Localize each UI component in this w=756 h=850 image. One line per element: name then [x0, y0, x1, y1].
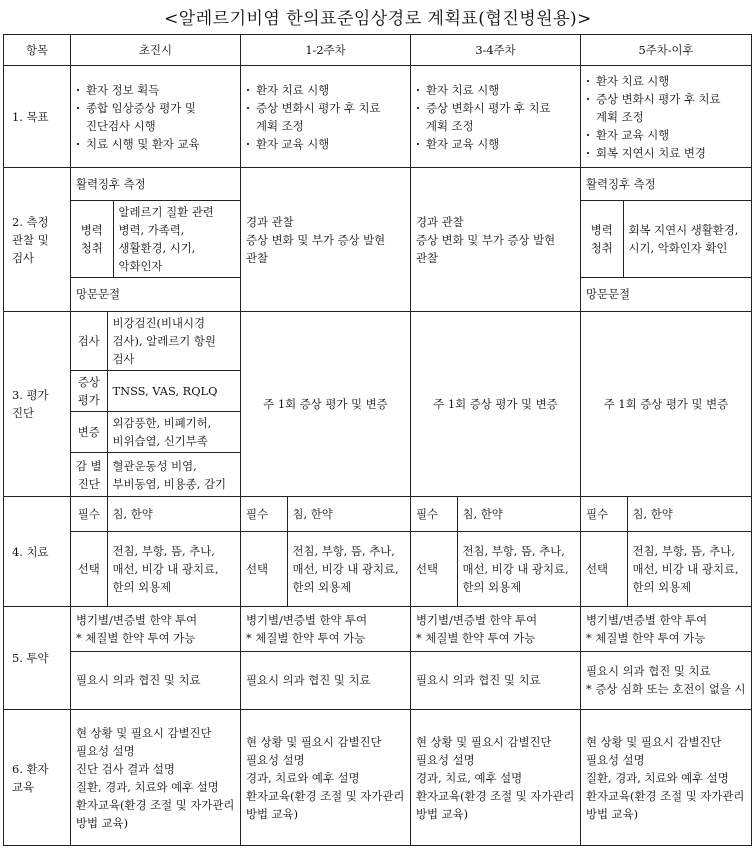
required-text: 침, 한약	[627, 497, 751, 531]
assess-label: 3. 평가 진단	[4, 312, 71, 497]
consult-text: 필요시 의과 협진 및 치료	[586, 664, 711, 679]
list-item: · 종합 임상증상 평가 및 진단검사 시행	[76, 99, 235, 135]
ddx-text: 혈관운동성 비염, 부비동염, 비용종, 감기	[107, 453, 240, 497]
weekly-eval-col2: 주 1회 증상 평가 및 변증	[241, 312, 411, 497]
education-line: 경과, 치료, 예후 설명	[416, 770, 523, 785]
medication-label: 5. 투약	[4, 607, 71, 710]
education-line: 환자교육(환경 조절 및 자가관리 방법 교육)	[416, 788, 575, 821]
inspection-text: 망문문절	[71, 277, 240, 311]
required-label: 필수	[411, 497, 457, 531]
symptom-change-text: 증상 변화 및 부가 증상 발현 관찰	[416, 232, 556, 265]
constitution-note: * 체질별 한약 투여 가능	[416, 630, 536, 645]
required-text: 침, 한약	[107, 497, 240, 531]
education-line: 경과, 치료와 예후 설명	[246, 770, 360, 785]
consult-condition-note: * 증상 심화 또는 호전이 없을 시	[586, 682, 746, 697]
medication-col2	[241, 607, 411, 710]
assess-row	[4, 312, 752, 497]
optional-label: 선택	[71, 531, 107, 606]
education-line: 환자교육(환경 조절 및 자가관리 방법 교육)	[76, 797, 235, 830]
header-initial-visit: 초진시	[71, 35, 241, 66]
ddx-label: 감 별 진단	[71, 453, 107, 497]
exam-label: 검사	[71, 312, 107, 371]
list-item: · 환자 치료 시행	[246, 81, 405, 99]
optional-text: 전침, 부항, 뜸, 추나, 매선, 비강 내 광치료, 한의 외용제	[457, 531, 580, 606]
goal-label: 1. 목표	[4, 66, 71, 168]
consult-text: 필요시 의과 협진 및 치료	[241, 651, 410, 709]
goal-list	[76, 81, 235, 153]
observation-text: 경과 관찰	[246, 214, 294, 229]
clinical-pathway-table	[3, 34, 752, 846]
pattern-label: 변증	[71, 412, 107, 453]
goal-col3	[411, 66, 581, 168]
symptom-eval-label: 증상 평가	[71, 371, 107, 412]
medication-col1	[71, 607, 241, 710]
weekly-eval-col3: 주 1회 증상 평가 및 변증	[411, 312, 581, 497]
assess-col1	[71, 312, 241, 497]
inspection-text: 망문문절	[581, 277, 751, 311]
herbal-text: 병기별/변증별 한약 투여	[76, 612, 198, 627]
constitution-note: * 체질별 한약 투여 가능	[246, 630, 366, 645]
list-item: · 환자 교육 시행	[416, 135, 575, 153]
required-label: 필수	[241, 497, 287, 531]
list-item: · 증상 변화시 평가 후 치료 계획 조정	[416, 99, 575, 135]
list-item: · 환자 치료 시행	[586, 72, 746, 90]
required-label: 필수	[71, 497, 107, 531]
goal-col2	[241, 66, 411, 168]
goal-col1	[71, 66, 241, 168]
optional-label: 선택	[241, 531, 287, 606]
pattern-text: 외감풍한, 비폐기허, 비위습열, 신기부족	[107, 412, 240, 453]
education-line: 환자교육(환경 조절 및 자가관리 방법 교육)	[586, 788, 745, 821]
medication-row	[4, 607, 752, 710]
measure-col2	[241, 168, 411, 312]
list-item: · 환자 교육 시행	[246, 135, 405, 153]
goal-col4	[581, 66, 752, 168]
optional-label: 선택	[581, 531, 627, 606]
header-row	[4, 35, 752, 66]
symptom-change-text: 증상 변화 및 부가 증상 발현 관찰	[246, 232, 386, 265]
education-line: 현 상황 및 필요시 감별진단 필요성 설명	[586, 734, 722, 767]
medication-col3	[411, 607, 581, 710]
weekly-eval-col4: 주 1회 증상 평가 및 변증	[581, 312, 752, 497]
measure-col3	[411, 168, 581, 312]
measure-label: 2. 측정 관찰 및 검사	[4, 168, 71, 312]
medication-col4	[581, 607, 752, 710]
measure-col1	[71, 168, 241, 312]
header-week-5-plus: 5주차-이후	[581, 35, 752, 66]
goal-list	[246, 81, 405, 153]
optional-text: 전침, 부항, 뜸, 추나, 매선, 비강 내 광치료, 한의 외용제	[627, 531, 751, 606]
education-col1	[71, 710, 241, 846]
list-item: · 증상 변화시 평가 후 치료 계획 조정	[586, 90, 746, 126]
list-item: · 환자 치료 시행	[416, 81, 575, 99]
herbal-text: 병기별/변증별 한약 투여	[416, 612, 538, 627]
treatment-label: 4. 치료	[4, 497, 71, 607]
header-week-1-2: 1-2주차	[241, 35, 411, 66]
education-line: 진단 검사 결과 설명	[76, 761, 175, 776]
exam-text: 비강검진(비내시경 검사), 알레르기 항원 검사	[107, 312, 240, 371]
herbal-text: 병기별/변증별 한약 투여	[246, 612, 368, 627]
symptom-eval-text: TNSS, VAS, RQLQ	[107, 371, 240, 412]
education-line: 질환, 경과, 치료와 예후 설명	[76, 779, 219, 794]
vitals-text: 활력징후 측정	[71, 168, 240, 200]
treatment-col2	[241, 497, 411, 607]
goal-list	[586, 72, 746, 162]
herbal-text: 병기별/변증별 한약 투여	[586, 612, 708, 627]
treatment-row	[4, 497, 752, 607]
education-line: 질환, 경과, 치료와 예후 설명	[586, 770, 729, 785]
header-item: 항목	[4, 35, 71, 66]
list-item: · 환자 교육 시행	[586, 126, 746, 144]
goal-row	[4, 66, 752, 168]
education-col2	[241, 710, 411, 846]
optional-label: 선택	[411, 531, 457, 606]
optional-text: 전침, 부항, 뜸, 추나, 매선, 비강 내 광치료, 한의 외용제	[107, 531, 240, 606]
history-text: 알레르기 질환 관련 병력, 가족력, 생활환경, 시기, 악화인자	[113, 200, 240, 277]
vitals-text: 활력징후 측정	[581, 168, 751, 200]
consult-text: 필요시 의과 협진 및 치료	[411, 651, 580, 709]
history-label: 병력 청취	[581, 200, 623, 277]
history-text: 회복 지연시 생활환경, 시기, 악화인자 확인	[623, 200, 751, 277]
education-line: 현 상황 및 필요시 감별진단 필요성 설명	[416, 734, 552, 767]
optional-text: 전침, 부항, 뜸, 추나, 매선, 비강 내 광치료, 한의 외용제	[287, 531, 410, 606]
history-label: 병력 청취	[71, 200, 113, 277]
required-label: 필수	[581, 497, 627, 531]
page-title: <알레르기비염 한의표준임상경로 계획표(협진병원용)>	[164, 9, 592, 29]
list-item: · 증상 변화시 평가 후 치료 계획 조정	[246, 99, 405, 135]
measure-col4	[581, 168, 752, 312]
education-label: 6. 환자 교육	[4, 710, 71, 846]
constitution-note: * 체질별 한약 투여 가능	[76, 630, 196, 645]
observation-text: 경과 관찰	[416, 214, 464, 229]
treatment-col3	[411, 497, 581, 607]
education-line: 환자교육(환경 조절 및 자가관리 방법 교육)	[246, 788, 405, 821]
list-item: · 치료 시행 및 환자 교육	[76, 135, 235, 153]
header-week-3-4: 3-4주차	[411, 35, 581, 66]
education-line: 현 상황 및 필요시 감별진단 필요성 설명	[76, 725, 212, 758]
education-line: 현 상황 및 필요시 감별진단 필요성 설명	[246, 734, 382, 767]
list-item: · 환자 정보 획득	[76, 81, 235, 99]
consult-text: 필요시 의과 협진 및 치료	[71, 651, 240, 709]
measure-row	[4, 168, 752, 312]
education-row	[4, 710, 752, 846]
goal-list	[416, 81, 575, 153]
required-text: 침, 한약	[457, 497, 580, 531]
treatment-col4	[581, 497, 752, 607]
education-col4	[581, 710, 752, 846]
list-item: · 회복 지연시 치료 변경	[586, 144, 746, 162]
required-text: 침, 한약	[287, 497, 410, 531]
education-col3	[411, 710, 581, 846]
treatment-col1	[71, 497, 241, 607]
constitution-note: * 체질별 한약 투여 가능	[586, 630, 706, 645]
